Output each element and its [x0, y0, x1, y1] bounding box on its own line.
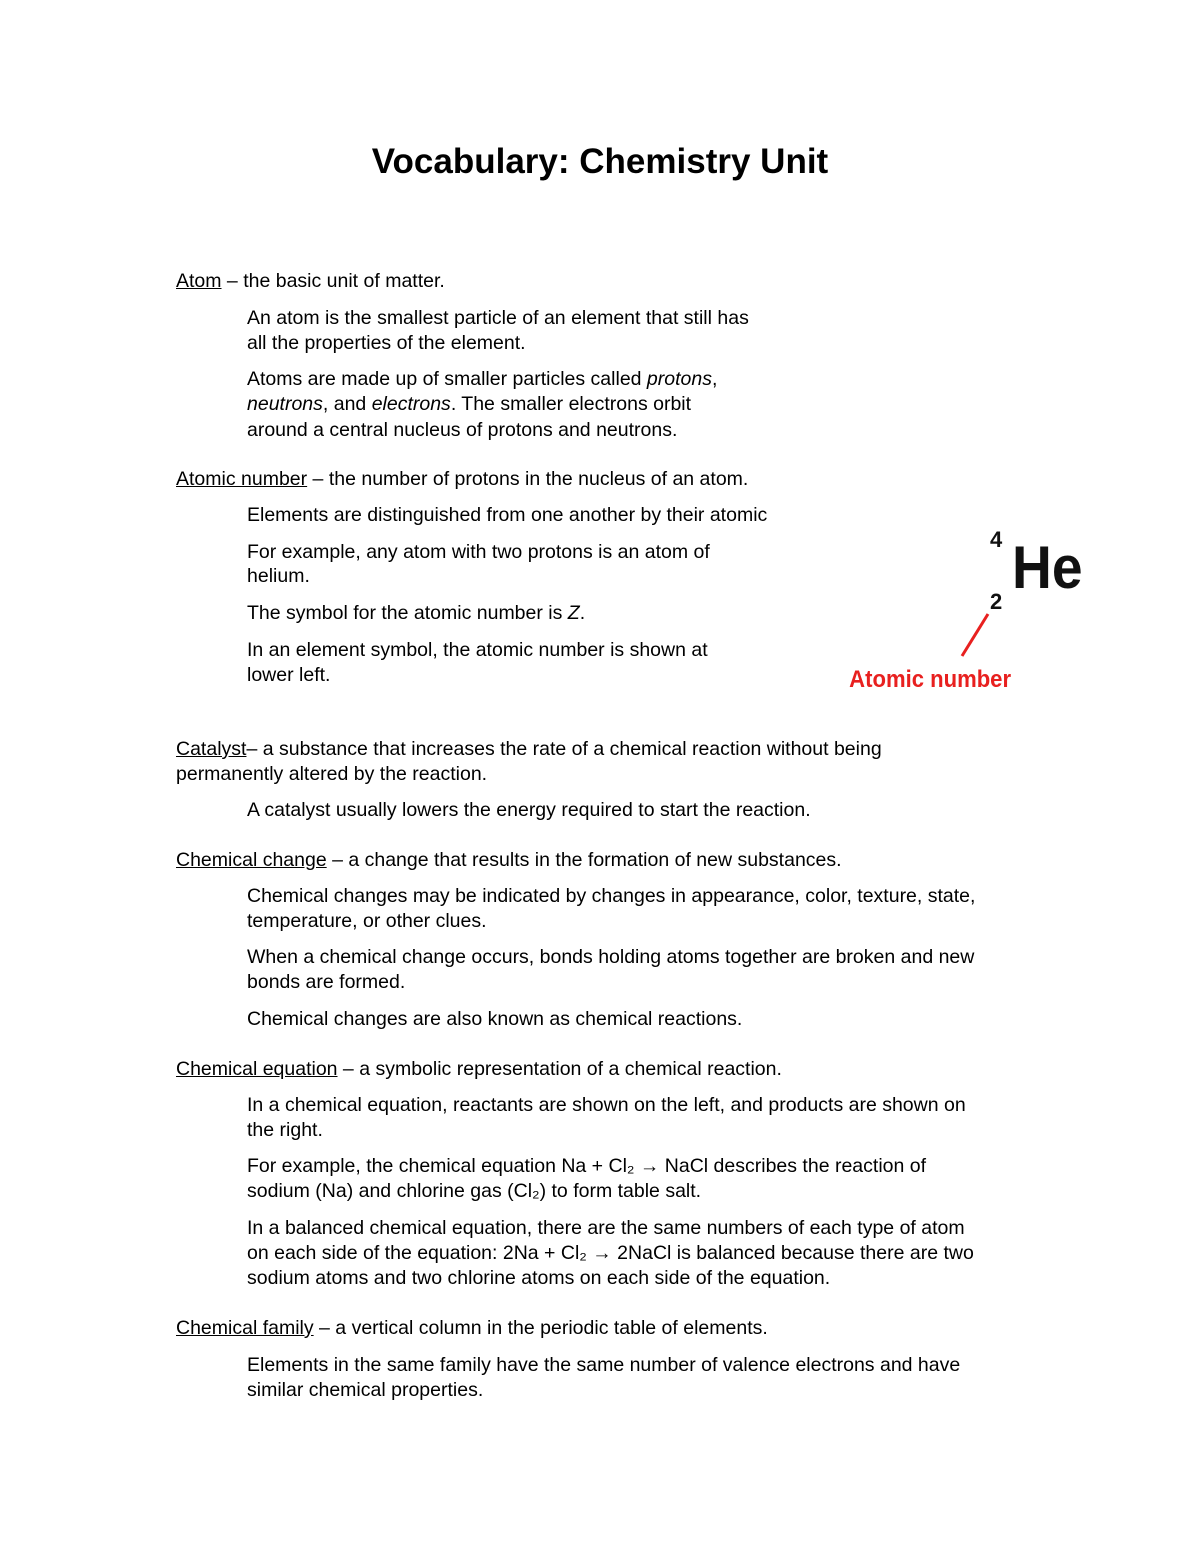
- note-line: When a chemical change occurs, bonds holding atoms together are broken and new: [247, 946, 975, 968]
- note-line: In a balanced chemical equation, there are the same numbers of each type of atom: [247, 1217, 965, 1239]
- note-line: on each side of the equation: 2Na + Cl₂ → 2NaCl is balanced because there are two: [247, 1242, 974, 1264]
- note-line: Chemical changes may be indicated by changes in appearance, color, texture, state,: [247, 885, 976, 907]
- entry-atom: [176, 269, 445, 294]
- note-line: temperature, or other clues.: [247, 910, 487, 932]
- note-line: [247, 392, 691, 417]
- note-line: lower left.: [247, 664, 331, 686]
- note-italic: protons: [646, 368, 712, 390]
- definition-chemical-equation: – a symbolic representation of a chemical reaction.: [337, 1058, 782, 1080]
- note-text: The symbol for the atomic number is: [247, 602, 568, 624]
- term-atomic-number: Atomic number: [176, 468, 308, 490]
- note-italic: neutrons: [247, 393, 323, 415]
- pointer-line: [962, 614, 988, 656]
- note-line: Elements are distinguished from one another by their atomic: [247, 504, 768, 526]
- note-line: the right.: [247, 1119, 323, 1141]
- note-italic: Z: [567, 602, 580, 624]
- definition-atomic-number: – the number of protons in the nucleus of an atom.: [307, 468, 749, 490]
- entry-chemical-family: [176, 1316, 768, 1341]
- entry-chemical-equation: [176, 1057, 782, 1082]
- mass-number: 4: [990, 527, 1003, 552]
- note-line: For example, any atom with two protons is an atom of: [247, 541, 710, 563]
- note-line: A catalyst usually lowers the energy required to start the reaction.: [247, 799, 811, 821]
- note-line: [247, 367, 717, 392]
- note-text: .: [579, 602, 586, 624]
- term-chemical-change: Chemical change: [176, 849, 327, 871]
- definition-chemical-family: – a vertical column in the periodic table of elements.: [313, 1317, 768, 1339]
- atomic-number-subscript: 2: [990, 589, 1003, 614]
- note-line: around a central nucleus of protons and neutrons.: [247, 419, 678, 441]
- note-line: For example, the chemical equation Na + Cl₂ → NaCl describes the reaction of: [247, 1155, 927, 1177]
- note-line: [247, 601, 585, 626]
- entry-catalyst: [176, 737, 882, 762]
- term-chemical-family: Chemical family: [176, 1317, 314, 1339]
- note-line: Elements in the same family have the same number of valence electrons and have: [247, 1354, 961, 1376]
- note-line: In a chemical equation, reactants are shown on the left, and products are shown on: [247, 1094, 966, 1116]
- helium-element-figure: [840, 500, 1100, 700]
- note-line: sodium (Na) and chlorine gas (Cl₂) to form table salt.: [247, 1180, 702, 1202]
- note-line: bonds are formed.: [247, 971, 406, 993]
- note-line: sodium atoms and two chlorine atoms on each side of the equation.: [247, 1267, 831, 1289]
- definition-atom: – the basic unit of matter.: [221, 270, 445, 292]
- atomic-number-label: Atomic number: [849, 665, 1012, 693]
- note-text: . The smaller electrons orbit: [450, 393, 692, 415]
- note-line: An atom is the smallest particle of an element that still has: [247, 307, 749, 329]
- note-line: In an element symbol, the atomic number is shown at: [247, 639, 708, 661]
- term-catalyst: Catalyst: [176, 738, 247, 760]
- entry-chemical-change: [176, 848, 842, 873]
- note-text: , and: [322, 393, 372, 415]
- note-line: similar chemical properties.: [247, 1379, 484, 1401]
- note-line: Chemical changes are also known as chemical reactions.: [247, 1008, 743, 1030]
- entry-atomic-number: [176, 467, 748, 492]
- note-italic: electrons: [371, 393, 451, 415]
- definition-chemical-change: – a change that results in the formation of new substances.: [326, 849, 842, 871]
- element-symbol: He: [1012, 534, 1083, 602]
- note-text: ,: [711, 368, 718, 390]
- note-line: helium.: [247, 565, 310, 587]
- note-line: all the properties of the element.: [247, 332, 526, 354]
- page-title: Vocabulary: Chemistry Unit: [371, 142, 829, 181]
- definition-catalyst: – a substance that increases the rate of a chemical reaction without being: [246, 738, 882, 760]
- term-atom: Atom: [176, 270, 222, 292]
- term-chemical-equation: Chemical equation: [176, 1058, 338, 1080]
- definition-catalyst-cont: permanently altered by the reaction.: [176, 763, 488, 785]
- note-text: Atoms are made up of smaller particles called: [247, 368, 647, 390]
